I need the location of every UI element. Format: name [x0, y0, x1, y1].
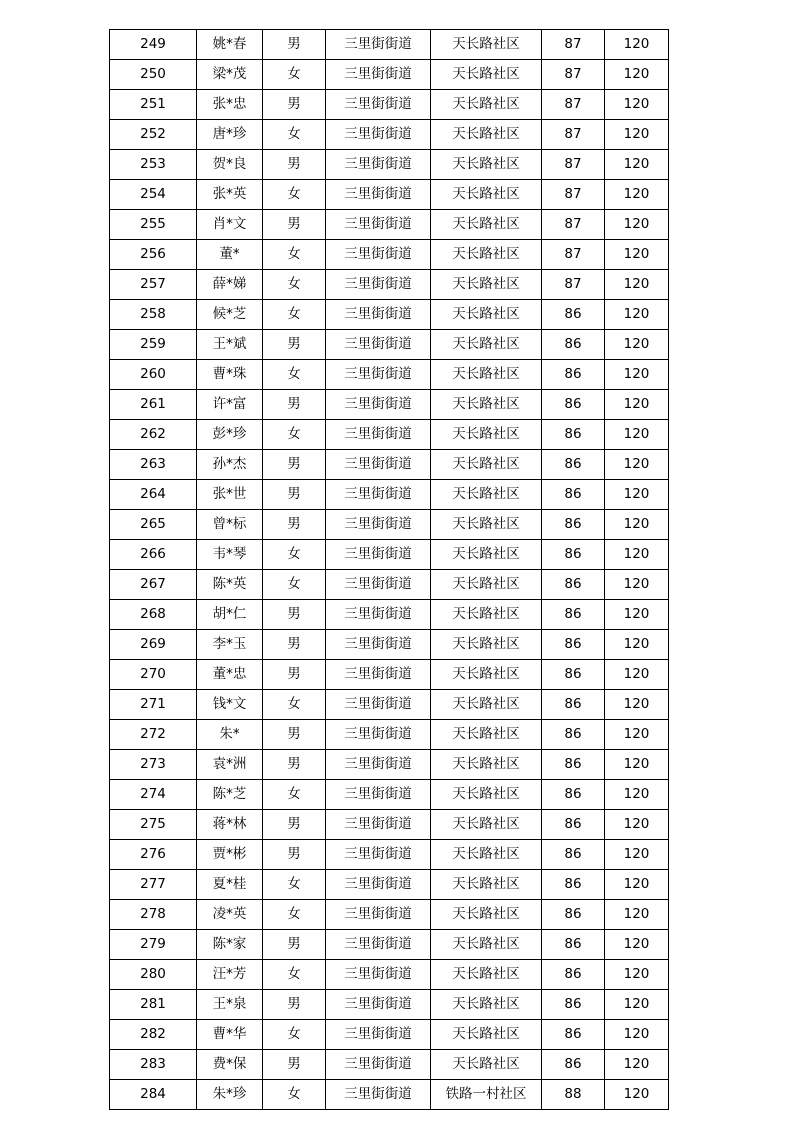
- cell-number: 280: [110, 960, 197, 990]
- cell-amount: 120: [605, 510, 669, 540]
- cell-amount: 120: [605, 720, 669, 750]
- cell-age: 87: [542, 90, 605, 120]
- cell-community: 天长路社区: [431, 630, 542, 660]
- cell-street: 三里街街道: [326, 390, 431, 420]
- cell-name: 候*芝: [197, 300, 263, 330]
- cell-name: 王*斌: [197, 330, 263, 360]
- cell-gender: 女: [263, 570, 326, 600]
- cell-age: 87: [542, 60, 605, 90]
- cell-street: 三里街街道: [326, 1050, 431, 1080]
- cell-gender: 男: [263, 210, 326, 240]
- cell-age: 86: [542, 510, 605, 540]
- cell-street: 三里街街道: [326, 510, 431, 540]
- cell-amount: 120: [605, 210, 669, 240]
- table-body: [110, 30, 669, 1110]
- table-row: [110, 810, 669, 840]
- cell-gender: 女: [263, 780, 326, 810]
- cell-amount: 120: [605, 750, 669, 780]
- cell-amount: 120: [605, 870, 669, 900]
- cell-amount: 120: [605, 450, 669, 480]
- cell-street: 三里街街道: [326, 300, 431, 330]
- cell-name: 梁*茂: [197, 60, 263, 90]
- cell-street: 三里街街道: [326, 240, 431, 270]
- cell-number: 257: [110, 270, 197, 300]
- cell-gender: 男: [263, 660, 326, 690]
- cell-age: 86: [542, 630, 605, 660]
- cell-community: 天长路社区: [431, 120, 542, 150]
- cell-number: 252: [110, 120, 197, 150]
- cell-gender: 男: [263, 90, 326, 120]
- table-row: [110, 180, 669, 210]
- cell-gender: 女: [263, 420, 326, 450]
- cell-name: 陈*芝: [197, 780, 263, 810]
- table-row: [110, 690, 669, 720]
- cell-community: 天长路社区: [431, 690, 542, 720]
- table-row: [110, 570, 669, 600]
- cell-gender: 女: [263, 1020, 326, 1050]
- cell-name: 张*世: [197, 480, 263, 510]
- cell-street: 三里街街道: [326, 420, 431, 450]
- cell-age: 86: [542, 660, 605, 690]
- cell-gender: 男: [263, 1050, 326, 1080]
- cell-amount: 120: [605, 960, 669, 990]
- cell-amount: 120: [605, 1020, 669, 1050]
- cell-age: 86: [542, 480, 605, 510]
- cell-street: 三里街街道: [326, 930, 431, 960]
- cell-name: 陈*家: [197, 930, 263, 960]
- cell-number: 270: [110, 660, 197, 690]
- cell-amount: 120: [605, 690, 669, 720]
- cell-name: 贾*彬: [197, 840, 263, 870]
- cell-name: 蒋*林: [197, 810, 263, 840]
- cell-name: 钱*文: [197, 690, 263, 720]
- cell-age: 86: [542, 600, 605, 630]
- cell-age: 87: [542, 210, 605, 240]
- cell-age: 86: [542, 780, 605, 810]
- cell-amount: 120: [605, 90, 669, 120]
- cell-gender: 女: [263, 240, 326, 270]
- cell-number: 255: [110, 210, 197, 240]
- cell-age: 86: [542, 390, 605, 420]
- cell-street: 三里街街道: [326, 150, 431, 180]
- cell-name: 薛*娣: [197, 270, 263, 300]
- cell-amount: 120: [605, 1080, 669, 1110]
- cell-number: 275: [110, 810, 197, 840]
- cell-street: 三里街街道: [326, 990, 431, 1020]
- cell-number: 283: [110, 1050, 197, 1080]
- cell-number: 258: [110, 300, 197, 330]
- cell-gender: 女: [263, 540, 326, 570]
- cell-age: 86: [542, 840, 605, 870]
- cell-gender: 女: [263, 360, 326, 390]
- cell-gender: 男: [263, 750, 326, 780]
- cell-amount: 120: [605, 150, 669, 180]
- cell-amount: 120: [605, 840, 669, 870]
- cell-number: 276: [110, 840, 197, 870]
- cell-number: 282: [110, 1020, 197, 1050]
- cell-age: 86: [542, 300, 605, 330]
- cell-number: 267: [110, 570, 197, 600]
- cell-gender: 女: [263, 870, 326, 900]
- cell-age: 86: [542, 690, 605, 720]
- cell-amount: 120: [605, 420, 669, 450]
- table-row: [110, 1080, 669, 1110]
- table-row: [110, 1020, 669, 1050]
- cell-age: 86: [542, 900, 605, 930]
- cell-number: 266: [110, 540, 197, 570]
- cell-name: 姚*春: [197, 30, 263, 60]
- cell-gender: 女: [263, 690, 326, 720]
- cell-community: 天长路社区: [431, 960, 542, 990]
- cell-street: 三里街街道: [326, 840, 431, 870]
- cell-amount: 120: [605, 300, 669, 330]
- cell-community: 天长路社区: [431, 480, 542, 510]
- cell-number: 274: [110, 780, 197, 810]
- table-row: [110, 750, 669, 780]
- cell-name: 孙*杰: [197, 450, 263, 480]
- cell-age: 87: [542, 150, 605, 180]
- cell-street: 三里街街道: [326, 690, 431, 720]
- cell-name: 曾*标: [197, 510, 263, 540]
- cell-name: 张*英: [197, 180, 263, 210]
- cell-gender: 男: [263, 330, 326, 360]
- cell-name: 凌*英: [197, 900, 263, 930]
- cell-street: 三里街街道: [326, 90, 431, 120]
- table-row: [110, 450, 669, 480]
- cell-community: 天长路社区: [431, 780, 542, 810]
- table-row: [110, 990, 669, 1020]
- table-row: [110, 30, 669, 60]
- cell-gender: 女: [263, 900, 326, 930]
- cell-gender: 男: [263, 30, 326, 60]
- cell-name: 张*忠: [197, 90, 263, 120]
- cell-community: 天长路社区: [431, 840, 542, 870]
- cell-number: 253: [110, 150, 197, 180]
- cell-street: 三里街街道: [326, 630, 431, 660]
- cell-street: 三里街街道: [326, 720, 431, 750]
- cell-number: 260: [110, 360, 197, 390]
- cell-number: 284: [110, 1080, 197, 1110]
- cell-street: 三里街街道: [326, 180, 431, 210]
- cell-number: 272: [110, 720, 197, 750]
- cell-community: 天长路社区: [431, 60, 542, 90]
- cell-gender: 男: [263, 480, 326, 510]
- table-row: [110, 480, 669, 510]
- cell-street: 三里街街道: [326, 540, 431, 570]
- cell-gender: 女: [263, 180, 326, 210]
- cell-amount: 120: [605, 600, 669, 630]
- cell-name: 曹*珠: [197, 360, 263, 390]
- cell-amount: 120: [605, 30, 669, 60]
- cell-name: 曹*华: [197, 1020, 263, 1050]
- cell-community: 天长路社区: [431, 1020, 542, 1050]
- cell-community: 天长路社区: [431, 240, 542, 270]
- table-row: [110, 330, 669, 360]
- table-row: [110, 210, 669, 240]
- cell-name: 肖*文: [197, 210, 263, 240]
- cell-gender: 男: [263, 630, 326, 660]
- table-row: [110, 510, 669, 540]
- cell-gender: 男: [263, 450, 326, 480]
- cell-community: 天长路社区: [431, 930, 542, 960]
- cell-age: 86: [542, 720, 605, 750]
- cell-gender: 男: [263, 810, 326, 840]
- cell-name: 彭*珍: [197, 420, 263, 450]
- cell-age: 86: [542, 750, 605, 780]
- cell-street: 三里街街道: [326, 750, 431, 780]
- cell-number: 250: [110, 60, 197, 90]
- cell-community: 天长路社区: [431, 1050, 542, 1080]
- cell-name: 贺*良: [197, 150, 263, 180]
- cell-amount: 120: [605, 900, 669, 930]
- cell-amount: 120: [605, 390, 669, 420]
- cell-gender: 女: [263, 60, 326, 90]
- cell-number: 265: [110, 510, 197, 540]
- cell-community: 天长路社区: [431, 180, 542, 210]
- cell-age: 86: [542, 930, 605, 960]
- cell-amount: 120: [605, 930, 669, 960]
- table-row: [110, 240, 669, 270]
- cell-community: 天长路社区: [431, 750, 542, 780]
- table-row: [110, 960, 669, 990]
- cell-gender: 女: [263, 1080, 326, 1110]
- cell-street: 三里街街道: [326, 900, 431, 930]
- cell-street: 三里街街道: [326, 660, 431, 690]
- cell-community: 天长路社区: [431, 300, 542, 330]
- cell-community: 天长路社区: [431, 570, 542, 600]
- cell-number: 277: [110, 870, 197, 900]
- table-row: [110, 720, 669, 750]
- cell-community: 天长路社区: [431, 990, 542, 1020]
- cell-community: 天长路社区: [431, 510, 542, 540]
- document-page: [109, 29, 668, 1110]
- cell-amount: 120: [605, 570, 669, 600]
- table-row: [110, 630, 669, 660]
- cell-community: 天长路社区: [431, 900, 542, 930]
- cell-gender: 男: [263, 390, 326, 420]
- cell-amount: 120: [605, 1050, 669, 1080]
- cell-age: 86: [542, 1050, 605, 1080]
- cell-street: 三里街街道: [326, 210, 431, 240]
- cell-age: 87: [542, 180, 605, 210]
- recipient-table: [109, 29, 669, 1110]
- cell-age: 86: [542, 990, 605, 1020]
- table-row: [110, 1050, 669, 1080]
- cell-age: 86: [542, 570, 605, 600]
- cell-street: 三里街街道: [326, 270, 431, 300]
- table-row: [110, 120, 669, 150]
- table-row: [110, 300, 669, 330]
- cell-name: 朱*: [197, 720, 263, 750]
- cell-age: 86: [542, 960, 605, 990]
- cell-number: 264: [110, 480, 197, 510]
- cell-community: 天长路社区: [431, 870, 542, 900]
- cell-community: 天长路社区: [431, 420, 542, 450]
- cell-age: 87: [542, 120, 605, 150]
- cell-gender: 女: [263, 120, 326, 150]
- cell-age: 86: [542, 810, 605, 840]
- cell-community: 天长路社区: [431, 450, 542, 480]
- cell-street: 三里街街道: [326, 780, 431, 810]
- cell-amount: 120: [605, 330, 669, 360]
- cell-amount: 120: [605, 630, 669, 660]
- cell-gender: 男: [263, 720, 326, 750]
- cell-street: 三里街街道: [326, 870, 431, 900]
- cell-gender: 男: [263, 990, 326, 1020]
- cell-street: 三里街街道: [326, 30, 431, 60]
- cell-name: 费*保: [197, 1050, 263, 1080]
- table-row: [110, 930, 669, 960]
- cell-age: 88: [542, 1080, 605, 1110]
- cell-gender: 男: [263, 510, 326, 540]
- cell-age: 86: [542, 540, 605, 570]
- cell-number: 262: [110, 420, 197, 450]
- cell-amount: 120: [605, 240, 669, 270]
- table-row: [110, 420, 669, 450]
- cell-number: 281: [110, 990, 197, 1020]
- cell-name: 夏*桂: [197, 870, 263, 900]
- cell-number: 278: [110, 900, 197, 930]
- cell-name: 王*泉: [197, 990, 263, 1020]
- cell-age: 86: [542, 1020, 605, 1050]
- cell-community: 天长路社区: [431, 660, 542, 690]
- table-row: [110, 540, 669, 570]
- table-row: [110, 600, 669, 630]
- cell-age: 86: [542, 360, 605, 390]
- table-row: [110, 780, 669, 810]
- cell-gender: 男: [263, 930, 326, 960]
- cell-street: 三里街街道: [326, 450, 431, 480]
- cell-age: 87: [542, 240, 605, 270]
- cell-community: 天长路社区: [431, 90, 542, 120]
- cell-name: 唐*珍: [197, 120, 263, 150]
- table-row: [110, 870, 669, 900]
- cell-number: 259: [110, 330, 197, 360]
- cell-street: 三里街街道: [326, 1020, 431, 1050]
- cell-name: 许*富: [197, 390, 263, 420]
- cell-street: 三里街街道: [326, 60, 431, 90]
- cell-gender: 女: [263, 300, 326, 330]
- cell-community: 天长路社区: [431, 810, 542, 840]
- cell-community: 天长路社区: [431, 720, 542, 750]
- cell-amount: 120: [605, 810, 669, 840]
- cell-amount: 120: [605, 990, 669, 1020]
- cell-community: 天长路社区: [431, 540, 542, 570]
- table-row: [110, 840, 669, 870]
- cell-community: 天长路社区: [431, 30, 542, 60]
- cell-gender: 女: [263, 270, 326, 300]
- table-row: [110, 660, 669, 690]
- cell-gender: 男: [263, 840, 326, 870]
- cell-street: 三里街街道: [326, 810, 431, 840]
- cell-amount: 120: [605, 60, 669, 90]
- cell-amount: 120: [605, 480, 669, 510]
- cell-street: 三里街街道: [326, 960, 431, 990]
- cell-age: 86: [542, 420, 605, 450]
- cell-community: 天长路社区: [431, 330, 542, 360]
- cell-amount: 120: [605, 540, 669, 570]
- cell-amount: 120: [605, 180, 669, 210]
- cell-number: 271: [110, 690, 197, 720]
- cell-number: 256: [110, 240, 197, 270]
- cell-age: 86: [542, 870, 605, 900]
- cell-number: 251: [110, 90, 197, 120]
- cell-street: 三里街街道: [326, 480, 431, 510]
- cell-age: 87: [542, 30, 605, 60]
- table-row: [110, 360, 669, 390]
- cell-community: 天长路社区: [431, 600, 542, 630]
- cell-street: 三里街街道: [326, 1080, 431, 1110]
- cell-amount: 120: [605, 120, 669, 150]
- cell-amount: 120: [605, 270, 669, 300]
- cell-number: 254: [110, 180, 197, 210]
- cell-name: 胡*仁: [197, 600, 263, 630]
- cell-name: 董*: [197, 240, 263, 270]
- cell-street: 三里街街道: [326, 360, 431, 390]
- cell-gender: 男: [263, 600, 326, 630]
- cell-name: 袁*洲: [197, 750, 263, 780]
- table-row: [110, 60, 669, 90]
- cell-age: 86: [542, 450, 605, 480]
- cell-name: 朱*珍: [197, 1080, 263, 1110]
- cell-number: 279: [110, 930, 197, 960]
- cell-age: 87: [542, 270, 605, 300]
- cell-community: 天长路社区: [431, 150, 542, 180]
- cell-community: 天长路社区: [431, 360, 542, 390]
- cell-name: 董*忠: [197, 660, 263, 690]
- table-row: [110, 270, 669, 300]
- cell-amount: 120: [605, 780, 669, 810]
- cell-community: 天长路社区: [431, 210, 542, 240]
- cell-name: 陈*英: [197, 570, 263, 600]
- cell-name: 汪*芳: [197, 960, 263, 990]
- cell-number: 261: [110, 390, 197, 420]
- cell-number: 249: [110, 30, 197, 60]
- cell-name: 李*玉: [197, 630, 263, 660]
- cell-gender: 男: [263, 150, 326, 180]
- cell-community: 天长路社区: [431, 390, 542, 420]
- table-row: [110, 390, 669, 420]
- cell-gender: 女: [263, 960, 326, 990]
- cell-amount: 120: [605, 660, 669, 690]
- table-row: [110, 900, 669, 930]
- cell-number: 263: [110, 450, 197, 480]
- cell-age: 86: [542, 330, 605, 360]
- cell-community: 铁路一村社区: [431, 1080, 542, 1110]
- cell-street: 三里街街道: [326, 330, 431, 360]
- table-row: [110, 90, 669, 120]
- cell-street: 三里街街道: [326, 120, 431, 150]
- cell-name: 韦*琴: [197, 540, 263, 570]
- cell-number: 273: [110, 750, 197, 780]
- cell-street: 三里街街道: [326, 570, 431, 600]
- cell-street: 三里街街道: [326, 600, 431, 630]
- cell-community: 天长路社区: [431, 270, 542, 300]
- cell-amount: 120: [605, 360, 669, 390]
- cell-number: 268: [110, 600, 197, 630]
- cell-number: 269: [110, 630, 197, 660]
- table-row: [110, 150, 669, 180]
